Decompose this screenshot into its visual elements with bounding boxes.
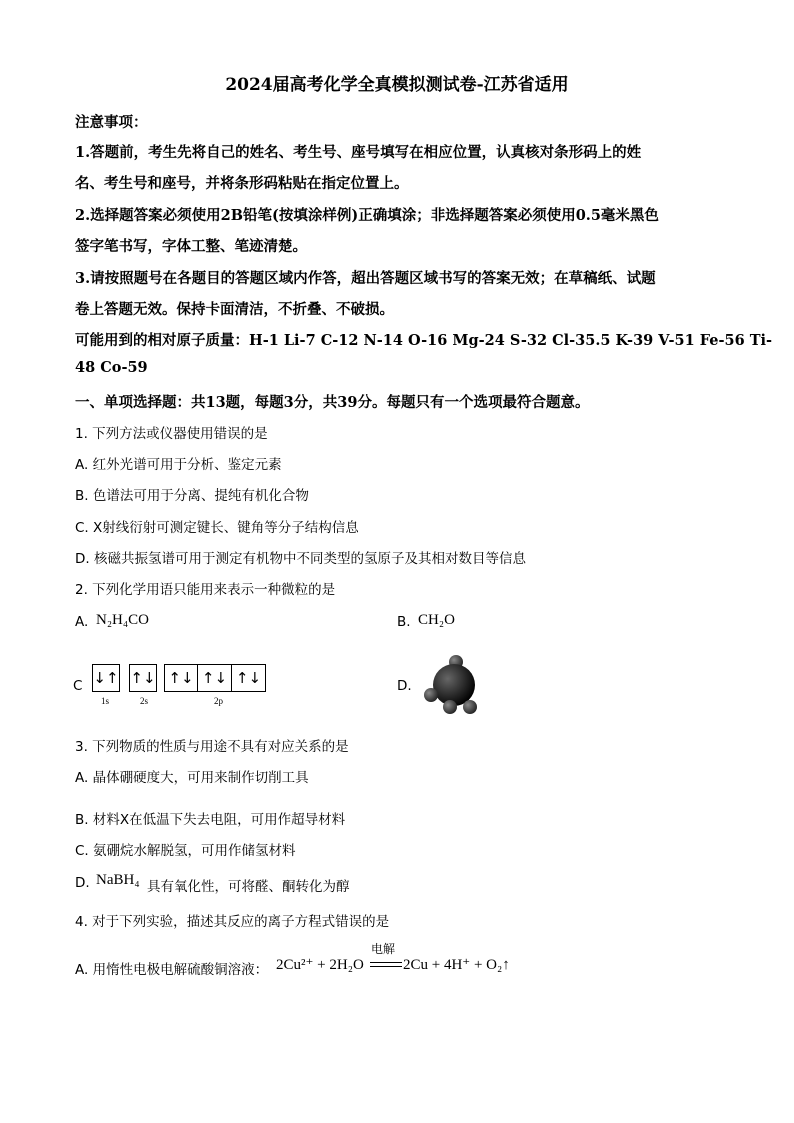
q3-stem: 3. 下列物质的性质与用途不具有对应关系的是 <box>75 739 349 755</box>
orbital-box-1s: ↓↑ <box>92 664 120 692</box>
notice-heading: 注意事项： <box>75 114 148 131</box>
q2-option-c-label: C <box>73 678 83 694</box>
small-atom <box>443 700 457 714</box>
q1-stem: 1. 下列方法或仪器使用错误的是 <box>75 426 268 442</box>
q3-option-c: C. 氨硼烷水解脱氢，可用作储氢材料 <box>75 843 296 859</box>
ball-model-image <box>418 650 486 718</box>
q3-option-a: A. 晶体硼硬度大，可用来制作切削工具 <box>75 770 309 786</box>
orbital-box-2p-2: ↑↓ <box>197 664 232 692</box>
q2-option-b-label: B. <box>397 614 411 630</box>
q2-option-d-label: D. <box>397 678 412 694</box>
q1-option-c: C. X射线衍射可测定键长、键角等分子结构信息 <box>75 520 359 536</box>
q3-option-d-label: D. <box>75 875 90 891</box>
notice-item-3a: 3.请按照题号在各题目的答题区域内作答，超出答题区域书写的答案无效；在草稿纸、试题 <box>75 270 656 287</box>
q2-option-b-formula: CH₂O <box>418 612 455 628</box>
q2-option-a-formula: N₂H₄CO <box>96 612 149 628</box>
atomic-mass-line-b: 48 Co-59 <box>75 359 148 376</box>
orbital-label-1s: 1s <box>101 696 110 706</box>
q2-option-a-label: A. <box>75 614 89 630</box>
q4-option-a-text: A. 用惰性电极电解硫酸铜溶液： <box>75 962 269 978</box>
q2-stem: 2. 下列化学用语只能用来表示一种微粒的是 <box>75 582 336 598</box>
section-heading: 一、单项选择题：共13题，每题3分，共39分。每题只有一个选项最符合题意。 <box>75 394 590 411</box>
q4-equation-rhs: 2Cu + 4H⁺ + O₂↑ <box>403 957 510 973</box>
orbital-box-2p-1: ↑↓ <box>164 664 198 692</box>
notice-item-2b: 签字笔书写，字体工整、笔迹清楚。 <box>75 238 307 255</box>
page-title: 2024届高考化学全真模拟测试卷-江苏省适用 <box>225 75 569 95</box>
notice-item-2a: 2.选择题答案必须使用2B铅笔(按填涂样例)正确填涂；非选择题答案必须使用0.5毫米黑色 <box>75 207 659 224</box>
orbital-box-2p-3: ↑↓ <box>231 664 266 692</box>
q3-option-b: B. 材料X在低温下失去电阻，可用作超导材料 <box>75 812 346 828</box>
small-atom <box>424 688 438 702</box>
q1-option-a: A. 红外光谱可用于分析、鉴定元素 <box>75 457 282 473</box>
electrolysis-condition: 电解 <box>371 942 396 956</box>
q3-option-d-formula: NaBH₄ <box>96 872 140 888</box>
orbital-label-2p: 2p <box>214 696 223 706</box>
q4-stem: 4. 对于下列实验，描述其反应的离子方程式错误的是 <box>75 914 390 930</box>
q4-equation-lhs: 2Cu²⁺ + 2H₂O <box>276 957 364 973</box>
q3-option-d-text: 具有氧化性，可将醛、酮转化为醇 <box>147 879 350 895</box>
equals-sign <box>370 962 402 967</box>
atomic-mass-line-a: 可能用到的相对原子质量：H-1 Li-7 C-12 N-14 O-16 Mg-24 S-32 Cl-35.5 K-39 V-51 Fe-56 Ti- <box>75 332 773 349</box>
orbital-box-2s: ↑↓ <box>129 664 157 692</box>
notice-item-1b: 名、考生号和座号，并将条形码粘贴在指定位置上。 <box>75 175 409 192</box>
notice-item-3b: 卷上答题无效。保持卡面清洁，不折叠、不破损。 <box>75 301 394 318</box>
orbital-label-2s: 2s <box>140 696 149 706</box>
notice-item-1a: 1.答题前，考生先将自己的姓名、考生号、座号填写在相应位置，认真核对条形码上的姓 <box>75 144 642 161</box>
q1-option-b: B. 色谱法可用于分离、提纯有机化合物 <box>75 488 309 504</box>
small-atom <box>463 700 477 714</box>
q1-option-d: D. 核磁共振氢谱可用于测定有机物中不同类型的氢原子及其相对数目等信息 <box>75 551 526 567</box>
central-atom <box>433 664 475 706</box>
